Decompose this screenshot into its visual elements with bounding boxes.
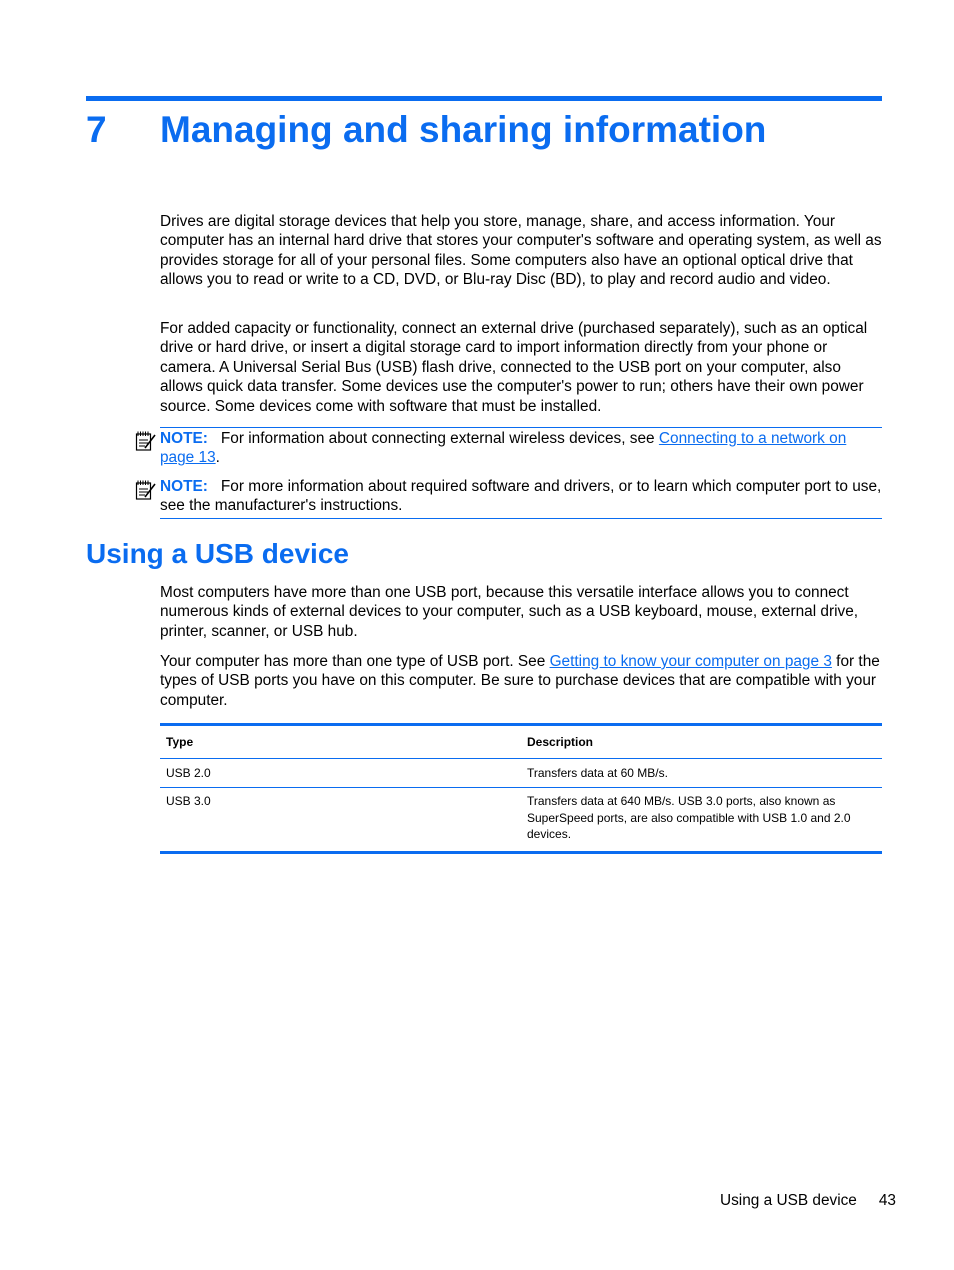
table-header-description: Description [521,725,882,759]
link-connecting-to-network[interactable]: Connecting to a network on page 13 [160,430,847,467]
table-cell-description: Transfers data at 640 MB/s. USB 3.0 ports, also known as SuperSpeed ports, are also compatible with USB 1.0 and 2.0 devices. [527,794,851,841]
page-footer [720,1191,896,1211]
section-title: Using a USB device [86,538,349,569]
chapter-title: Managing and sharing information [160,109,767,150]
note-label: NOTE: [160,478,208,495]
intro-paragraph-1: Drives are digital storage devices that help you store, manage, share, and access information. Your computer has an internal hard drive that stores your computer's software and operating system, as well as provides storage for all of your personal files. Some computers also have an optional optical drive that allows you to read or write to a CD, DVD, or Blu-ray Disc (BD), to play and record audio and video. [160,213,882,289]
note-text: For information about connecting external wireless devices, see [220,430,659,447]
table-row [160,758,882,788]
note-text: For more information about required software and drivers, or to learn which computer port to use, see the manufacturer's instructions. [160,478,882,515]
table-cell-type: USB 3.0 [166,794,211,808]
link-getting-to-know[interactable]: Getting to know your computer on page 3 [549,653,832,670]
chapter-heading [86,104,882,160]
table-header-row [160,725,882,759]
note-label: NOTE: [160,430,208,447]
footer-section: Using a USB device [720,1192,857,1209]
usb-paragraph-2 [160,652,882,710]
table-cell-description: Transfers data at 60 MB/s. [521,758,882,788]
note-software-drivers [160,477,882,519]
chapter-rule [86,96,882,101]
usb-types-table [160,723,882,854]
usb-paragraph-2-end: for the types of USB ports you have on this computer. Be sure to purchase devices that are compatible with your computer. [160,653,880,709]
table-cell-type: USB 2.0 [160,758,521,788]
note-text-end: . [215,449,220,467]
usb-paragraph-2-start: Your computer has more than one type of USB port. See [160,653,550,670]
page-number: 43 [878,1192,896,1209]
note-wireless [160,427,882,468]
chapter-number: 7 [86,109,107,150]
intro-paragraph-2: For added capacity or functionality, connect an external drive (purchased separately), such as an optical drive or hard drive, or insert a digital storage card to import information directly from your phone or camera. A Universal Serial Bus (USB) flash drive, connected to the USB port on your computer, also allows quick data transfer. Some devices use the computer's power to run; others have their own power source. Some devices come with software that must be installed. [160,320,868,415]
usb-paragraph-1: Most computers have more than one USB port, because this versatile interface allows you to connect numerous kinds of external devices to your computer, such as a USB keyboard, mouse, external drive, printer, scanner, or USB hub. [160,584,859,640]
table-header-type: Type [160,725,521,759]
note-pad-icon [135,430,157,452]
note-pad-icon [135,479,157,501]
table-row [160,788,882,853]
